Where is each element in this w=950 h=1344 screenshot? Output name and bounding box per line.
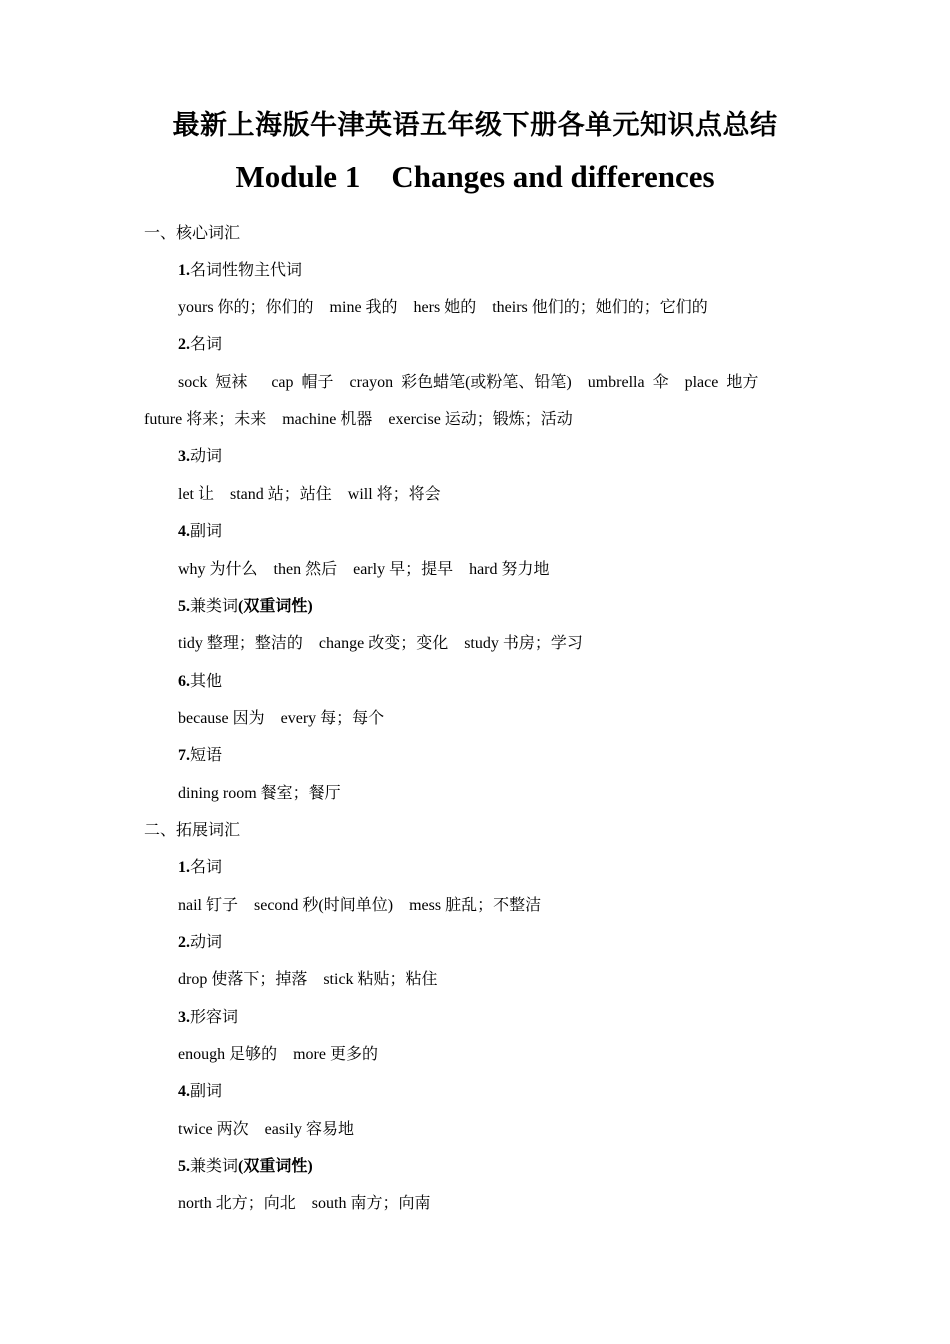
document-title: 最新上海版牛津英语五年级下册各单元知识点总结 — [172, 110, 778, 141]
subheading-label: 动词 — [190, 934, 223, 951]
subheading-multi-class — [178, 1156, 313, 1178]
subheading-adverbs — [178, 1081, 222, 1103]
subheading-number: 5. — [178, 598, 190, 615]
vocab-line: yours 你的；你们的 mine 我的 hers 她的 theirs 他们的；她们的；它们的 — [178, 299, 708, 316]
subheading-possessive-pronouns — [178, 260, 302, 282]
subheading-label: 副词 — [190, 1083, 223, 1100]
subheading-adjectives — [178, 1007, 238, 1029]
subheading-number: 2. — [178, 934, 190, 951]
vocab-line: twice 两次 easily 容易地 — [178, 1121, 354, 1138]
subheading-others — [178, 671, 222, 693]
vocab-line: because 因为 every 每；每个 — [178, 710, 385, 727]
subheading-multi-class — [178, 596, 313, 618]
vocab-line: why 为什么 then 然后 early 早；提早 hard 努力地 — [178, 561, 550, 578]
vocab-line: drop 使落下；掉落 stick 粘贴；粘住 — [178, 971, 438, 988]
subheading-verbs — [178, 932, 222, 954]
module-title: Module 1 Changes and differences — [235, 159, 715, 194]
subheading-number: 3. — [178, 1009, 190, 1026]
subheading-number: 4. — [178, 1083, 190, 1100]
subheading-label: 短语 — [190, 747, 223, 764]
vocab-line-continued: future 将来；未来 machine 机器 exercise 运动；锻炼；活动 — [144, 411, 573, 428]
subheading-adverbs — [178, 521, 222, 543]
subheading-number: 2. — [178, 336, 190, 353]
vocab-line: north 北方；向北 south 南方；向南 — [178, 1195, 431, 1212]
vocab-line: enough 足够的 more 更多的 — [178, 1046, 378, 1063]
vocab-line: sock 短袜 cap 帽子 crayon 彩色蜡笔(或粉笔、铅笔) umbrella 伞 place 地方 — [178, 374, 759, 391]
subheading-nouns — [178, 334, 222, 356]
subheading-label: 其他 — [190, 673, 223, 690]
subheading-label: 名词 — [190, 859, 223, 876]
vocab-line: dining room 餐室；餐厅 — [178, 785, 341, 802]
subheading-verbs — [178, 446, 222, 468]
subheading-note: (双重词性) — [238, 598, 313, 615]
subheading-label: 副词 — [190, 523, 223, 540]
vocab-line: let 让 stand 站；站住 will 将；将会 — [178, 486, 441, 503]
subheading-label: 兼类词 — [190, 598, 239, 615]
subheading-note: (双重词性) — [238, 1158, 313, 1175]
section-heading-extended-vocabulary: 二、拓展词汇 — [144, 822, 241, 839]
subheading-nouns — [178, 857, 222, 879]
subheading-label: 名词性物主代词 — [190, 262, 303, 279]
subheading-label: 动词 — [190, 448, 223, 465]
subheading-number: 5. — [178, 1158, 190, 1175]
subheading-label: 形容词 — [190, 1009, 239, 1026]
subheading-label: 兼类词 — [190, 1158, 239, 1175]
subheading-number: 1. — [178, 262, 190, 279]
section-heading-core-vocabulary: 一、核心词汇 — [144, 225, 241, 242]
subheading-phrases — [178, 745, 222, 767]
subheading-number: 6. — [178, 673, 190, 690]
subheading-number: 3. — [178, 448, 190, 465]
subheading-label: 名词 — [190, 336, 223, 353]
subheading-number: 7. — [178, 747, 190, 764]
vocab-line: tidy 整理；整洁的 change 改变；变化 study 书房；学习 — [178, 635, 583, 652]
subheading-number: 4. — [178, 523, 190, 540]
vocab-line: nail 钉子 second 秒(时间单位) mess 脏乱；不整洁 — [178, 897, 542, 914]
subheading-number: 1. — [178, 859, 190, 876]
